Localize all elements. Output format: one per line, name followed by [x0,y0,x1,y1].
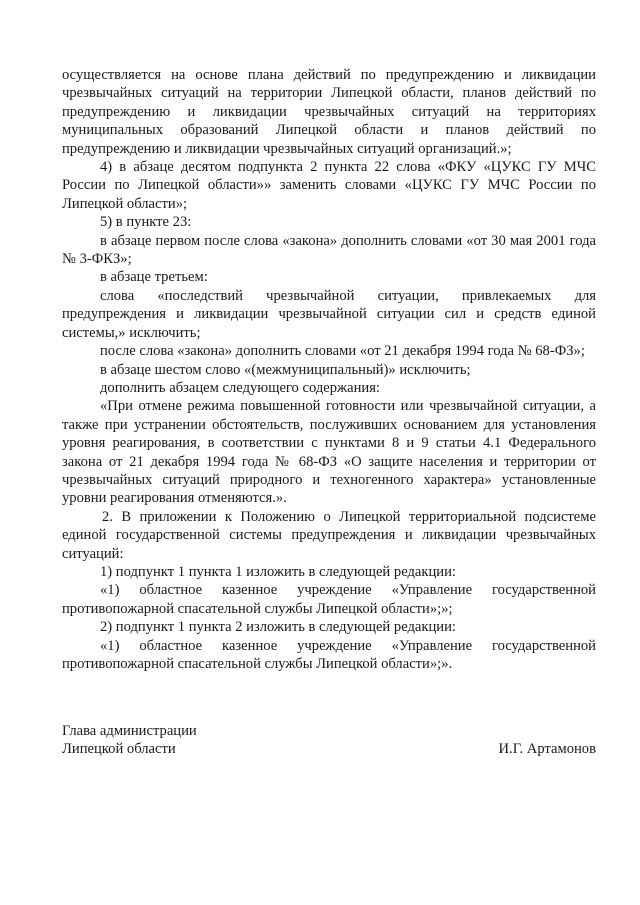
paragraph: «1) областное казенное учреждение «Управление государственной противопожарной спасательной службы Липецкой области»;». [62,637,596,672]
paragraph: дополнить абзацем следующего содержания: [100,379,380,396]
paragraph: в абзаце третьем: [100,269,208,286]
document-body [62,66,596,673]
signature-name: И.Г. Артамонов [498,741,596,758]
paragraph: осуществляется на основе плана действий по предупреждению и ликвидации чрезвычайных ситуаций на территории Липецкой области, планов действий по предупреждению и ликвидации чрезвычайных ситуаций на территориях муниципальных образований Липецкой области и планов действий по предупреждению и ликвидации чрезвычайных ситуаций организаций.»; [62,67,596,157]
paragraph: в абзаце первом после слова «закона» дополнить словами «от 30 мая 2001 года № 3-ФКЗ»; [62,232,596,268]
paragraph: 2) подпункт 1 пункта 2 изложить в следующей редакции: [100,619,456,636]
paragraph: «При отмене режима повышенной готовности или чрезвычайной ситуации, а также при устранении обстоятельств, послуживших основанием для установления уровня реагирования, в соответствии с пунктами 8 и 9 статьи 4.1 Федерального закона от 21 декабря 1994 года № 68-ФЗ «О защите населения и территории от чрезвычайных ситуаций природного и техногенного характера» установленные уровни реагирования отменяются.». [62,398,596,507]
paragraph: 4) в абзаце десятом подпункта 2 пункта 22 слова «ФКУ «ЦУКС ГУ МЧС России по Липецкой области»» заменить словами «ЦУКС ГУ МЧС России по Липецкой области»; [62,159,596,212]
signature-block [62,722,596,759]
paragraph: после слова «закона» дополнить словами «от 21 декабря 1994 года № 68-ФЗ»; [100,343,585,360]
paragraph: 1) подпункт 1 пункта 1 изложить в следующей редакции: [100,563,456,580]
paragraph: слова «последствий чрезвычайной ситуации, привлекаемых для предупреждения и ликвидации чрезвычайной ситуации сил и средств единой системы,» исключить; [62,287,596,341]
paragraph: в абзаце шестом слово «(межмуниципальный)» исключить; [100,361,471,378]
paragraph: 5) в пункте 23: [100,214,192,231]
signature-position-line2: Липецкой области [62,741,176,758]
signature-position-line1: Глава администрации [62,723,197,739]
paragraph: 2. В приложении к Положению о Липецкой территориальной подсистеме единой государственной системы предупреждения и ликвидации чрезвычайных ситуаций: [62,508,596,562]
paragraph: «1) областное казенное учреждение «Управление государственной противопожарной спасательной службы Липецкой области»;»; [62,582,596,617]
